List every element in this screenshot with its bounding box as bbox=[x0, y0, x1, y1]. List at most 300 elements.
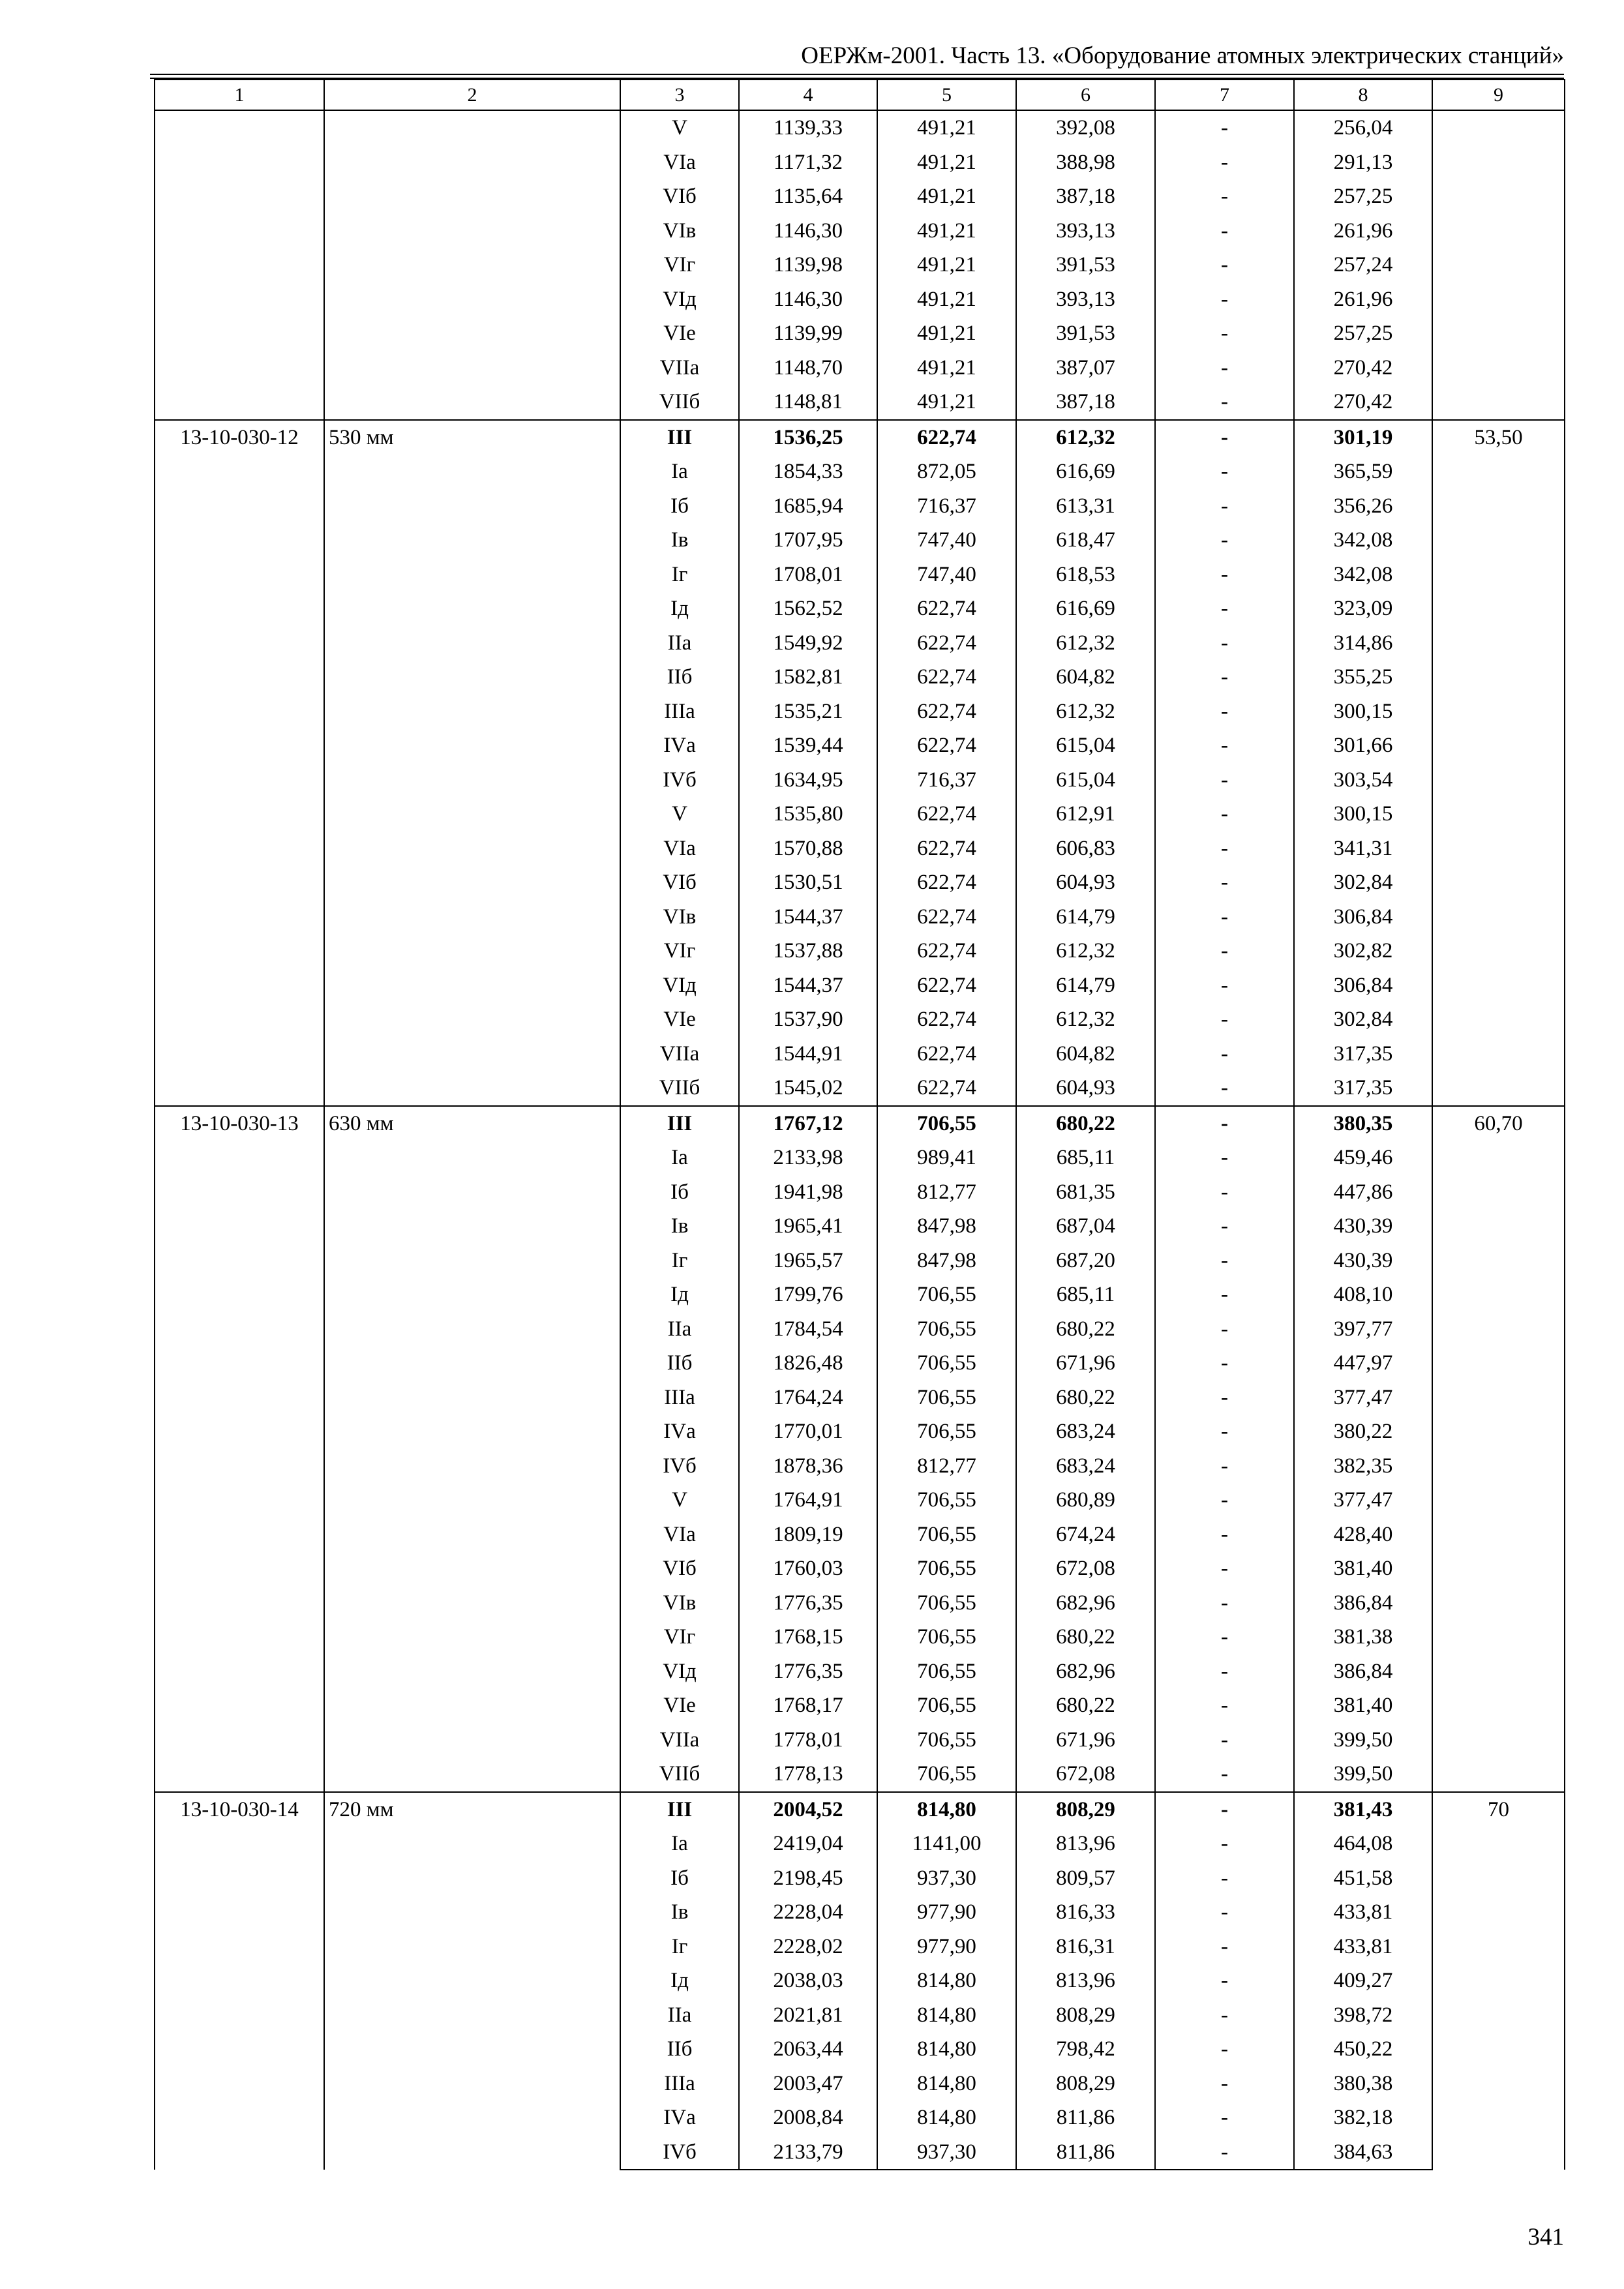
materials-cell: 380,22 bbox=[1294, 1414, 1432, 1449]
wages-cell: 706,55 bbox=[877, 1414, 1016, 1449]
zone-cell: VIв bbox=[620, 1586, 739, 1621]
machines-cell: 672,08 bbox=[1016, 1757, 1155, 1792]
machines-cell: 391,53 bbox=[1016, 248, 1155, 282]
zone-cell: III bbox=[620, 1792, 739, 1827]
wages-cell: 989,41 bbox=[877, 1141, 1016, 1175]
zone-cell: VIIа bbox=[620, 1723, 739, 1758]
materials-cell: 450,22 bbox=[1294, 2032, 1432, 2067]
materials-cell: 342,08 bbox=[1294, 523, 1432, 558]
zone-cell: Iб bbox=[620, 1861, 739, 1896]
rates-table bbox=[154, 79, 1565, 2170]
wages-cell: 716,37 bbox=[877, 763, 1016, 798]
machines-cell: 604,93 bbox=[1016, 1071, 1155, 1106]
total-cost-cell: 1139,33 bbox=[739, 110, 877, 145]
total-cost-cell: 1764,91 bbox=[739, 1483, 877, 1518]
machinists-wages-cell: - bbox=[1155, 1312, 1294, 1347]
machinists-wages-cell: - bbox=[1155, 1620, 1294, 1654]
wages-cell: 706,55 bbox=[877, 1312, 1016, 1347]
materials-cell: 342,08 bbox=[1294, 558, 1432, 592]
machines-cell: 604,82 bbox=[1016, 1037, 1155, 1071]
materials-cell: 399,50 bbox=[1294, 1757, 1432, 1792]
zone-cell: Iа bbox=[620, 1827, 739, 1861]
wages-cell: 706,55 bbox=[877, 1688, 1016, 1723]
zone-cell: IVа bbox=[620, 2101, 739, 2135]
materials-cell: 306,84 bbox=[1294, 900, 1432, 935]
materials-cell: 300,15 bbox=[1294, 695, 1432, 729]
zone-cell: VIб bbox=[620, 1551, 739, 1586]
rate-description: 630 мм bbox=[324, 1106, 620, 1792]
machinists-wages-cell: - bbox=[1155, 1278, 1294, 1312]
machines-cell: 682,96 bbox=[1016, 1654, 1155, 1689]
machines-cell: 813,96 bbox=[1016, 1827, 1155, 1861]
machinists-wages-cell: - bbox=[1155, 489, 1294, 524]
machines-cell: 809,57 bbox=[1016, 1861, 1155, 1896]
machinists-wages-cell: - bbox=[1155, 1964, 1294, 1998]
table-row bbox=[155, 1792, 1565, 1827]
materials-cell: 386,84 bbox=[1294, 1586, 1432, 1621]
materials-cell: 433,81 bbox=[1294, 1895, 1432, 1930]
zone-cell: IIа bbox=[620, 1312, 739, 1347]
wages-cell: 706,55 bbox=[877, 1106, 1016, 1141]
materials-cell: 341,31 bbox=[1294, 831, 1432, 866]
zone-cell: V bbox=[620, 797, 739, 831]
materials-cell: 306,84 bbox=[1294, 968, 1432, 1003]
header-rule bbox=[150, 74, 1564, 75]
machinists-wages-cell: - bbox=[1155, 660, 1294, 695]
total-cost-cell: 1854,33 bbox=[739, 455, 877, 489]
column-number-7: 7 bbox=[1155, 80, 1294, 110]
materials-cell: 380,38 bbox=[1294, 2067, 1432, 2101]
machines-cell: 612,32 bbox=[1016, 934, 1155, 968]
wages-cell: 977,90 bbox=[877, 1930, 1016, 1964]
machines-cell: 683,24 bbox=[1016, 1414, 1155, 1449]
zone-cell: IIа bbox=[620, 1998, 739, 2033]
total-cost-cell: 1760,03 bbox=[739, 1551, 877, 1586]
machinists-wages-cell: - bbox=[1155, 968, 1294, 1003]
materials-cell: 300,15 bbox=[1294, 797, 1432, 831]
wages-cell: 622,74 bbox=[877, 1071, 1016, 1106]
machines-cell: 680,89 bbox=[1016, 1483, 1155, 1518]
wages-cell: 622,74 bbox=[877, 865, 1016, 900]
materials-cell: 302,82 bbox=[1294, 934, 1432, 968]
machines-cell: 674,24 bbox=[1016, 1518, 1155, 1552]
materials-cell: 459,46 bbox=[1294, 1141, 1432, 1175]
total-cost-cell: 1764,24 bbox=[739, 1381, 877, 1415]
machinists-wages-cell: - bbox=[1155, 1037, 1294, 1071]
total-cost-cell: 1776,35 bbox=[739, 1586, 877, 1621]
total-cost-cell: 1570,88 bbox=[739, 831, 877, 866]
wages-cell: 706,55 bbox=[877, 1483, 1016, 1518]
total-cost-cell: 1770,01 bbox=[739, 1414, 877, 1449]
machinists-wages-cell: - bbox=[1155, 900, 1294, 935]
rate-code: 13-10-030-12 bbox=[155, 420, 324, 1106]
machinists-wages-cell: - bbox=[1155, 1757, 1294, 1792]
column-number-6: 6 bbox=[1016, 80, 1155, 110]
zone-cell: Iб bbox=[620, 489, 739, 524]
machinists-wages-cell: - bbox=[1155, 351, 1294, 385]
zone-cell: VIг bbox=[620, 1620, 739, 1654]
total-cost-cell: 1544,91 bbox=[739, 1037, 877, 1071]
materials-cell: 302,84 bbox=[1294, 1002, 1432, 1037]
machines-cell: 392,08 bbox=[1016, 110, 1155, 145]
rate-description: 530 мм bbox=[324, 420, 620, 1106]
wages-cell: 706,55 bbox=[877, 1346, 1016, 1381]
machinists-wages-cell: - bbox=[1155, 110, 1294, 145]
wages-cell: 937,30 bbox=[877, 2135, 1016, 2170]
machinists-wages-cell: - bbox=[1155, 797, 1294, 831]
wages-cell: 814,80 bbox=[877, 1998, 1016, 2033]
zone-cell: VIб bbox=[620, 865, 739, 900]
zone-cell: VIIб bbox=[620, 1071, 739, 1106]
machinists-wages-cell: - bbox=[1155, 1414, 1294, 1449]
page-header: ОЕРЖм-2001. Часть 13. «Оборудование атомных электрических станций» bbox=[801, 42, 1564, 69]
wages-cell: 622,74 bbox=[877, 900, 1016, 935]
wages-cell: 814,80 bbox=[877, 2101, 1016, 2135]
zone-cell: VIе bbox=[620, 316, 739, 351]
materials-cell: 261,96 bbox=[1294, 214, 1432, 248]
machinists-wages-cell: - bbox=[1155, 934, 1294, 968]
machinists-wages-cell: - bbox=[1155, 1002, 1294, 1037]
total-cost-cell: 1146,30 bbox=[739, 282, 877, 317]
machines-cell: 687,04 bbox=[1016, 1209, 1155, 1244]
machines-cell: 811,86 bbox=[1016, 2135, 1155, 2170]
wages-cell: 706,55 bbox=[877, 1381, 1016, 1415]
total-cost-cell: 2228,02 bbox=[739, 1930, 877, 1964]
zone-cell: IIб bbox=[620, 2032, 739, 2067]
total-cost-cell: 1708,01 bbox=[739, 558, 877, 592]
machinists-wages-cell: - bbox=[1155, 1518, 1294, 1552]
zone-cell: VIIб bbox=[620, 385, 739, 420]
machines-cell: 813,96 bbox=[1016, 1964, 1155, 1998]
zone-cell: Iд bbox=[620, 1964, 739, 1998]
zone-cell: IVб bbox=[620, 2135, 739, 2170]
total-cost-cell: 2228,04 bbox=[739, 1895, 877, 1930]
machines-cell: 616,69 bbox=[1016, 591, 1155, 626]
zone-cell: IIб bbox=[620, 1346, 739, 1381]
machines-cell: 393,13 bbox=[1016, 282, 1155, 317]
machines-cell: 618,53 bbox=[1016, 558, 1155, 592]
wages-cell: 812,77 bbox=[877, 1175, 1016, 1210]
total-cost-cell: 2198,45 bbox=[739, 1861, 877, 1896]
total-cost-cell: 1778,13 bbox=[739, 1757, 877, 1792]
zone-cell: VIг bbox=[620, 934, 739, 968]
zone-cell: VIд bbox=[620, 1654, 739, 1689]
wages-cell: 622,74 bbox=[877, 831, 1016, 866]
total-cost-cell: 1148,70 bbox=[739, 351, 877, 385]
materials-cell: 451,58 bbox=[1294, 1861, 1432, 1896]
materials-cell: 398,72 bbox=[1294, 1998, 1432, 2033]
wages-cell: 747,40 bbox=[877, 558, 1016, 592]
materials-cell: 381,43 bbox=[1294, 1792, 1432, 1827]
machinists-wages-cell: - bbox=[1155, 2032, 1294, 2067]
wages-cell: 622,74 bbox=[877, 1037, 1016, 1071]
materials-cell: 430,39 bbox=[1294, 1244, 1432, 1278]
machinists-wages-cell: - bbox=[1155, 316, 1294, 351]
machinists-wages-cell: - bbox=[1155, 695, 1294, 729]
column-number-4: 4 bbox=[739, 80, 877, 110]
machinists-wages-cell: - bbox=[1155, 1551, 1294, 1586]
zone-cell: Iб bbox=[620, 1175, 739, 1210]
zone-cell: IVб bbox=[620, 1449, 739, 1484]
machinists-wages-cell: - bbox=[1155, 420, 1294, 455]
total-cost-cell: 2133,79 bbox=[739, 2135, 877, 2170]
materials-cell: 382,35 bbox=[1294, 1449, 1432, 1484]
machines-cell: 816,31 bbox=[1016, 1930, 1155, 1964]
machines-cell: 614,79 bbox=[1016, 968, 1155, 1003]
wages-cell: 622,74 bbox=[877, 626, 1016, 661]
wages-cell: 491,21 bbox=[877, 248, 1016, 282]
total-cost-cell: 2419,04 bbox=[739, 1827, 877, 1861]
total-cost-cell: 1809,19 bbox=[739, 1518, 877, 1552]
total-cost-cell: 1878,36 bbox=[739, 1449, 877, 1484]
machines-cell: 604,82 bbox=[1016, 660, 1155, 695]
wages-cell: 706,55 bbox=[877, 1551, 1016, 1586]
wages-cell: 491,21 bbox=[877, 145, 1016, 180]
machinists-wages-cell: - bbox=[1155, 1827, 1294, 1861]
materials-cell: 317,35 bbox=[1294, 1037, 1432, 1071]
machines-cell: 387,07 bbox=[1016, 351, 1155, 385]
wages-cell: 491,21 bbox=[877, 385, 1016, 420]
zone-cell: VIа bbox=[620, 831, 739, 866]
machines-cell: 682,96 bbox=[1016, 1586, 1155, 1621]
machinists-wages-cell: - bbox=[1155, 1106, 1294, 1141]
wages-cell: 814,80 bbox=[877, 1964, 1016, 1998]
machines-cell: 391,53 bbox=[1016, 316, 1155, 351]
machinists-wages-cell: - bbox=[1155, 385, 1294, 420]
materials-cell: 301,19 bbox=[1294, 420, 1432, 455]
materials-cell: 256,04 bbox=[1294, 110, 1432, 145]
materials-cell: 381,40 bbox=[1294, 1688, 1432, 1723]
materials-cell: 291,13 bbox=[1294, 145, 1432, 180]
table-row bbox=[155, 110, 1565, 145]
total-cost-cell: 1768,17 bbox=[739, 1688, 877, 1723]
machinists-wages-cell: - bbox=[1155, 1688, 1294, 1723]
wages-cell: 706,55 bbox=[877, 1723, 1016, 1758]
materials-cell: 323,09 bbox=[1294, 591, 1432, 626]
machinists-wages-cell: - bbox=[1155, 1998, 1294, 2033]
machines-cell: 680,22 bbox=[1016, 1620, 1155, 1654]
machines-cell: 808,29 bbox=[1016, 1998, 1155, 2033]
total-cost-cell: 1544,37 bbox=[739, 900, 877, 935]
materials-cell: 257,24 bbox=[1294, 248, 1432, 282]
machinists-wages-cell: - bbox=[1155, 1586, 1294, 1621]
total-cost-cell: 1965,57 bbox=[739, 1244, 877, 1278]
zone-cell: VIа bbox=[620, 145, 739, 180]
wages-cell: 1141,00 bbox=[877, 1827, 1016, 1861]
rate-code bbox=[155, 110, 324, 420]
machinists-wages-cell: - bbox=[1155, 2067, 1294, 2101]
materials-cell: 384,63 bbox=[1294, 2135, 1432, 2170]
labor-cost-cell: 60,70 bbox=[1432, 1106, 1565, 1792]
materials-cell: 261,96 bbox=[1294, 282, 1432, 317]
rate-code: 13-10-030-13 bbox=[155, 1106, 324, 1792]
column-number-5: 5 bbox=[877, 80, 1016, 110]
machinists-wages-cell: - bbox=[1155, 1141, 1294, 1175]
machines-cell: 680,22 bbox=[1016, 1106, 1155, 1141]
total-cost-cell: 1148,81 bbox=[739, 385, 877, 420]
machines-cell: 685,11 bbox=[1016, 1278, 1155, 1312]
zone-cell: VIв bbox=[620, 900, 739, 935]
machines-cell: 811,86 bbox=[1016, 2101, 1155, 2135]
wages-cell: 747,40 bbox=[877, 523, 1016, 558]
materials-cell: 257,25 bbox=[1294, 316, 1432, 351]
materials-cell: 270,42 bbox=[1294, 351, 1432, 385]
machinists-wages-cell: - bbox=[1155, 523, 1294, 558]
zone-cell: VIе bbox=[620, 1688, 739, 1723]
materials-cell: 382,18 bbox=[1294, 2101, 1432, 2135]
machinists-wages-cell: - bbox=[1155, 1930, 1294, 1964]
zone-cell: V bbox=[620, 1483, 739, 1518]
zone-cell: VIIа bbox=[620, 1037, 739, 1071]
wages-cell: 706,55 bbox=[877, 1586, 1016, 1621]
total-cost-cell: 1535,80 bbox=[739, 797, 877, 831]
wages-cell: 814,80 bbox=[877, 1792, 1016, 1827]
total-cost-cell: 1135,64 bbox=[739, 179, 877, 214]
machinists-wages-cell: - bbox=[1155, 763, 1294, 798]
total-cost-cell: 1582,81 bbox=[739, 660, 877, 695]
machines-cell: 671,96 bbox=[1016, 1723, 1155, 1758]
total-cost-cell: 1539,44 bbox=[739, 728, 877, 763]
materials-cell: 464,08 bbox=[1294, 1827, 1432, 1861]
materials-cell: 399,50 bbox=[1294, 1723, 1432, 1758]
zone-cell: IVа bbox=[620, 1414, 739, 1449]
wages-cell: 706,55 bbox=[877, 1278, 1016, 1312]
zone-cell: VIа bbox=[620, 1518, 739, 1552]
wages-cell: 622,74 bbox=[877, 591, 1016, 626]
total-cost-cell: 2003,47 bbox=[739, 2067, 877, 2101]
wages-cell: 491,21 bbox=[877, 282, 1016, 317]
zone-cell: Iв bbox=[620, 1895, 739, 1930]
total-cost-cell: 2133,98 bbox=[739, 1141, 877, 1175]
machinists-wages-cell: - bbox=[1155, 558, 1294, 592]
machines-cell: 808,29 bbox=[1016, 1792, 1155, 1827]
wages-cell: 622,74 bbox=[877, 660, 1016, 695]
zone-cell: VIв bbox=[620, 214, 739, 248]
machines-cell: 612,91 bbox=[1016, 797, 1155, 831]
wages-cell: 622,74 bbox=[877, 968, 1016, 1003]
machinists-wages-cell: - bbox=[1155, 2135, 1294, 2170]
wages-cell: 847,98 bbox=[877, 1209, 1016, 1244]
total-cost-cell: 2038,03 bbox=[739, 1964, 877, 1998]
wages-cell: 706,55 bbox=[877, 1757, 1016, 1792]
materials-cell: 302,84 bbox=[1294, 865, 1432, 900]
zone-cell: VIд bbox=[620, 282, 739, 317]
total-cost-cell: 1707,95 bbox=[739, 523, 877, 558]
total-cost-cell: 2021,81 bbox=[739, 1998, 877, 2033]
wages-cell: 491,21 bbox=[877, 179, 1016, 214]
machines-cell: 604,93 bbox=[1016, 865, 1155, 900]
zone-cell: IIIа bbox=[620, 695, 739, 729]
materials-cell: 317,35 bbox=[1294, 1071, 1432, 1106]
machines-cell: 672,08 bbox=[1016, 1551, 1155, 1586]
machines-cell: 680,22 bbox=[1016, 1312, 1155, 1347]
zone-cell: Iд bbox=[620, 1278, 739, 1312]
total-cost-cell: 1776,35 bbox=[739, 1654, 877, 1689]
total-cost-cell: 1544,37 bbox=[739, 968, 877, 1003]
zone-cell: IIIа bbox=[620, 1381, 739, 1415]
rate-description: 720 мм bbox=[324, 1792, 620, 2170]
wages-cell: 491,21 bbox=[877, 351, 1016, 385]
machines-cell: 606,83 bbox=[1016, 831, 1155, 866]
machines-cell: 612,32 bbox=[1016, 1002, 1155, 1037]
materials-cell: 380,35 bbox=[1294, 1106, 1432, 1141]
wages-cell: 622,74 bbox=[877, 797, 1016, 831]
machines-cell: 387,18 bbox=[1016, 385, 1155, 420]
machines-cell: 612,32 bbox=[1016, 626, 1155, 661]
machinists-wages-cell: - bbox=[1155, 214, 1294, 248]
machines-cell: 685,11 bbox=[1016, 1141, 1155, 1175]
machinists-wages-cell: - bbox=[1155, 248, 1294, 282]
machinists-wages-cell: - bbox=[1155, 831, 1294, 866]
total-cost-cell: 1941,98 bbox=[739, 1175, 877, 1210]
wages-cell: 716,37 bbox=[877, 489, 1016, 524]
wages-cell: 706,55 bbox=[877, 1620, 1016, 1654]
machines-cell: 681,35 bbox=[1016, 1175, 1155, 1210]
total-cost-cell: 1799,76 bbox=[739, 1278, 877, 1312]
machines-cell: 808,29 bbox=[1016, 2067, 1155, 2101]
zone-cell: IIб bbox=[620, 660, 739, 695]
wages-cell: 622,74 bbox=[877, 728, 1016, 763]
wages-cell: 491,21 bbox=[877, 316, 1016, 351]
materials-cell: 381,40 bbox=[1294, 1551, 1432, 1586]
machines-cell: 393,13 bbox=[1016, 214, 1155, 248]
machinists-wages-cell: - bbox=[1155, 865, 1294, 900]
zone-cell: Iг bbox=[620, 558, 739, 592]
machines-cell: 671,96 bbox=[1016, 1346, 1155, 1381]
zone-cell: VIг bbox=[620, 248, 739, 282]
machinists-wages-cell: - bbox=[1155, 282, 1294, 317]
materials-cell: 365,59 bbox=[1294, 455, 1432, 489]
machinists-wages-cell: - bbox=[1155, 1483, 1294, 1518]
materials-cell: 386,84 bbox=[1294, 1654, 1432, 1689]
zone-cell: VIе bbox=[620, 1002, 739, 1037]
machinists-wages-cell: - bbox=[1155, 1723, 1294, 1758]
machines-cell: 816,33 bbox=[1016, 1895, 1155, 1930]
machinists-wages-cell: - bbox=[1155, 591, 1294, 626]
total-cost-cell: 1146,30 bbox=[739, 214, 877, 248]
wages-cell: 814,80 bbox=[877, 2032, 1016, 2067]
table-row bbox=[155, 420, 1565, 455]
zone-cell: Iд bbox=[620, 591, 739, 626]
machines-cell: 687,20 bbox=[1016, 1244, 1155, 1278]
machinists-wages-cell: - bbox=[1155, 1346, 1294, 1381]
wages-cell: 622,74 bbox=[877, 934, 1016, 968]
machines-cell: 680,22 bbox=[1016, 1381, 1155, 1415]
machines-cell: 683,24 bbox=[1016, 1449, 1155, 1484]
total-cost-cell: 1562,52 bbox=[739, 591, 877, 626]
wages-cell: 622,74 bbox=[877, 1002, 1016, 1037]
rate-description bbox=[324, 110, 620, 420]
zone-cell: III bbox=[620, 1106, 739, 1141]
materials-cell: 397,77 bbox=[1294, 1312, 1432, 1347]
machines-cell: 798,42 bbox=[1016, 2032, 1155, 2067]
zone-cell: Iа bbox=[620, 455, 739, 489]
materials-cell: 377,47 bbox=[1294, 1381, 1432, 1415]
machines-cell: 616,69 bbox=[1016, 455, 1155, 489]
materials-cell: 301,66 bbox=[1294, 728, 1432, 763]
machinists-wages-cell: - bbox=[1155, 1381, 1294, 1415]
machinists-wages-cell: - bbox=[1155, 1175, 1294, 1210]
table-body bbox=[155, 80, 1565, 2170]
zone-cell: V bbox=[620, 110, 739, 145]
zone-cell: VIд bbox=[620, 968, 739, 1003]
total-cost-cell: 1784,54 bbox=[739, 1312, 877, 1347]
page-number: 341 bbox=[1527, 2224, 1564, 2251]
labor-cost-cell bbox=[1432, 110, 1565, 420]
materials-cell: 257,25 bbox=[1294, 179, 1432, 214]
machines-cell: 680,22 bbox=[1016, 1688, 1155, 1723]
wages-cell: 622,74 bbox=[877, 420, 1016, 455]
